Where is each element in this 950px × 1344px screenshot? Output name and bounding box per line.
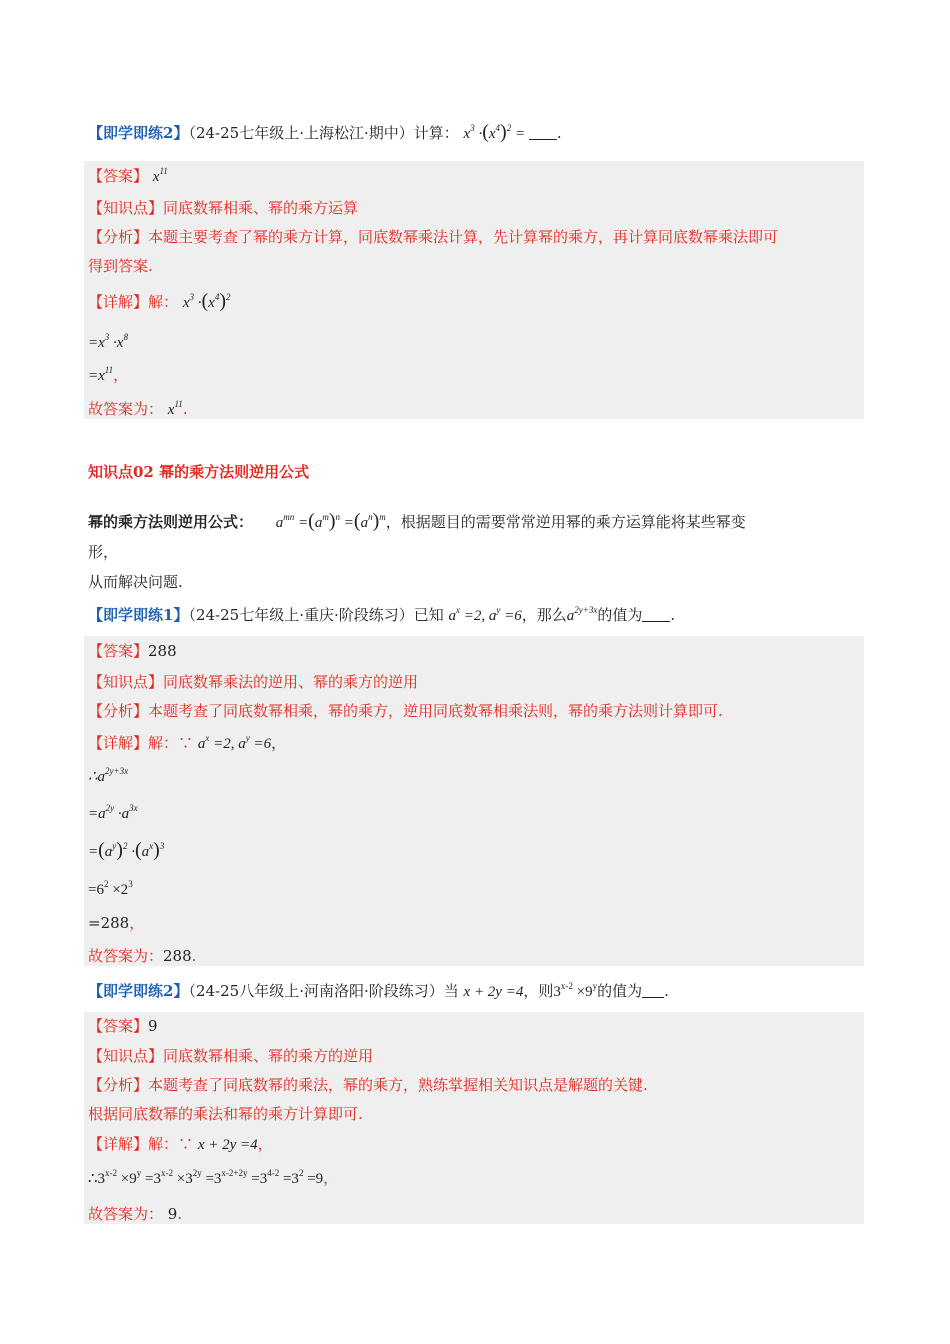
answer-value: 288	[148, 642, 177, 660]
analysis-line: 【分析】本题考查了同底数幂相乘，幂的乘方，逆用同底数幂相乘法则，幂的乘方法则计算即可.	[88, 702, 723, 720]
inverse-formula: $a^{mn} =(a^m)^n =(a^n)^m$	[275, 510, 386, 532]
question-formula: $x^3 \cdot(x^4)^2$ =	[463, 121, 529, 143]
knowledge-point-line: 【知识点】同底数幂相乘、幂的乘方的逆用	[88, 1047, 374, 1065]
step-line: $\therefore 3^{x-2} \times 9^y =3^{x-2} \times 3^{2y} =3^{x-2+2y} =3^{4-2} =3^2 =9$，	[88, 1168, 339, 1187]
answer-value: $x^{11}$	[152, 166, 168, 185]
analysis-line: 【分析】本题考查了同底数幂的乘法，幂的乘方，熟练掌握相关知识点是解题的关键.	[88, 1076, 648, 1094]
practice-2a-question: 【即学即练2】（24-25七年级上·上海松江·期中）计算： $x^3 \cdot(x^4)^2$ = .	[88, 121, 562, 143]
question-lead: 计算：	[413, 124, 459, 142]
answer-blank	[529, 125, 557, 140]
analysis-text: 本题主要考查了幂的乘方计算，同底数幂乘法计算，先计算幂的乘方，再计算同底数幂乘法即可	[148, 228, 779, 246]
answer-tag: 【答案】	[88, 167, 149, 185]
section-title: 知识点02 幂的乘方法则逆用公式	[88, 463, 310, 481]
practice-2b-question: 【即学即练2】（24-25八年级上·河南洛阳·阶段练习）当 x + 2y =4，则$3^{x-2} \times 9^y$的值为 .	[88, 981, 669, 1000]
analysis-line: 【分析】本题主要考查了幂的乘方计算，同底数幂乘法计算，先计算幂的乘方，再计算同底数幂乘法即可	[88, 228, 779, 246]
detail-line: 【详解】解： $x^3 \cdot(x^4)^2$	[88, 290, 231, 312]
step-line: $\therefore a^{2y+3x}$	[88, 766, 129, 785]
step-line: $=x^{11}$，	[88, 365, 129, 384]
knowledge-point-line: 【知识点】同底数幂相乘、幂的乘方运算	[88, 199, 359, 217]
formula-label: 幂的乘方法则逆用公式：	[88, 513, 254, 531]
detail-formula: $x^3 \cdot(x^4)^2$	[182, 290, 231, 312]
step-line: $=a^{2y} \cdot a^{3x}$	[88, 803, 138, 822]
section-text: 从而解决问题.	[88, 573, 183, 591]
answer-line	[88, 165, 168, 188]
detail-line: 【详解】解：∵ x + 2y =4，	[88, 1135, 273, 1153]
conclusion-line: 故答案为： 9.	[88, 1205, 183, 1223]
section-text: 形，	[88, 543, 119, 561]
knowledge-point-text: 同底数幂相乘、幂的乘方运算	[163, 199, 359, 217]
analysis-line-2: 根据同底数幂的乘法和幂的乘方计算即可.	[88, 1105, 363, 1123]
practice-source: （24-25七年级上·上海松江·期中）	[188, 124, 414, 142]
practice-1-question: 【即学即练1】（24-25七年级上·重庆·阶段练习）已知 $a^x =2$, $a^y =6$，那么$a^{2y+3x}$的值为 .	[88, 605, 676, 624]
step-line: $=(a^y)^2 \cdot(a^x)^3$	[88, 839, 165, 861]
analysis-line-2: 得到答案.	[88, 257, 153, 275]
conclusion-line: 故答案为： $x^{11}$.	[88, 399, 188, 418]
step-line: =288，	[88, 914, 145, 932]
step-line: $=6^2 \times 2^3$	[88, 879, 133, 898]
step-line: $=x^3 \cdot x^8$	[88, 332, 128, 351]
detail-line: 【详解】解：∵ $a^x =2$, $a^y =6$，	[88, 733, 287, 752]
answer-line: 【答案】288	[88, 642, 177, 660]
practice-tag: 【即学即练2】	[88, 124, 189, 142]
knowledge-point-line: 【知识点】同底数幂乘法的逆用、幂的乘方的逆用	[88, 673, 419, 691]
conclusion-line: 故答案为：288.	[88, 947, 197, 965]
formula-line: 幂的乘方法则逆用公式： $a^{mn} =(a^m)^n =(a^n)^m$，根据题目的需要常常逆用幂的乘方运算能将某些幂变	[88, 510, 746, 532]
answer-line: 【答案】9	[88, 1017, 158, 1035]
